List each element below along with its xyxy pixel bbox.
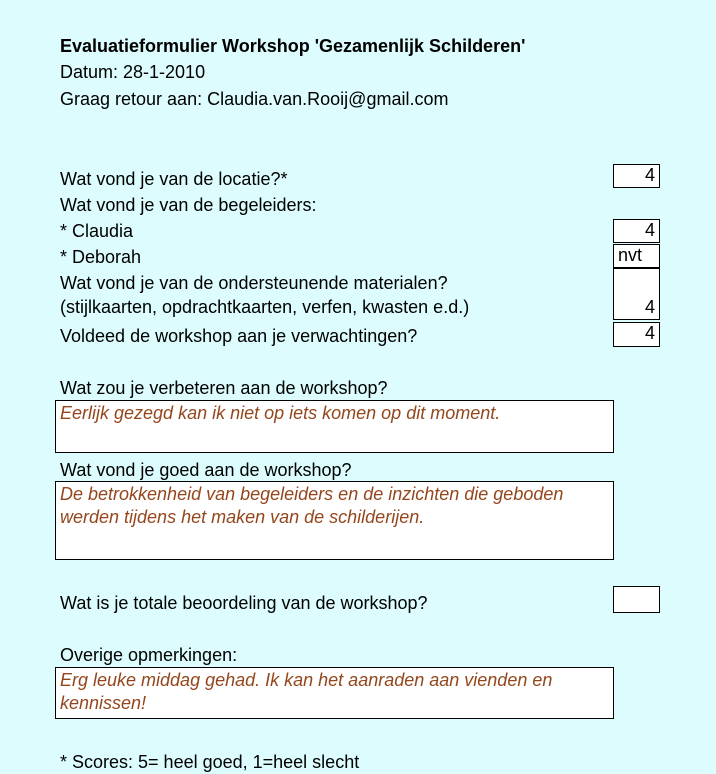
form-date: Datum: 28-1-2010 xyxy=(60,62,206,82)
question-improve: Wat zou je verbeteren aan de workshop? xyxy=(60,378,388,398)
question-expectations: Voldeed de workshop aan je verwachtingen? xyxy=(60,326,418,346)
question-materials-examples: (stijlkaarten, opdrachtkaarten, verfen, kwasten e.d.) xyxy=(60,297,470,317)
question-location: Wat vond je van de locatie?* xyxy=(60,169,288,189)
question-guides: Wat vond je van de begeleiders: xyxy=(60,195,317,215)
label-deborah: * Deborah xyxy=(60,247,142,267)
label-claudia: * Claudia xyxy=(60,221,134,241)
score-deborah-field[interactable]: nvt xyxy=(613,244,660,268)
improve-answer-field[interactable]: Eerlijk gezegd kan ik niet op iets komen op dit moment. xyxy=(55,400,614,453)
good-answer-field[interactable]: De betrokkenheid van begeleiders en de inzichten die geboden werden tijdens het maken van de schilderijen. xyxy=(55,481,614,560)
question-total: Wat is je totale beoordeling van de workshop? xyxy=(60,593,428,613)
question-good: Wat vond je goed aan de workshop? xyxy=(60,460,352,480)
score-claudia-field[interactable]: 4 xyxy=(613,219,660,243)
score-footnote: * Scores: 5= heel goed, 1=heel slecht xyxy=(60,752,360,772)
score-location-field[interactable]: 4 xyxy=(613,164,660,188)
question-remarks: Overige opmerkingen: xyxy=(60,645,238,665)
score-materials-field[interactable]: 4 xyxy=(613,268,660,320)
form-title: Evaluatieformulier Workshop 'Gezamenlijk Schilderen' xyxy=(60,36,526,56)
score-expectations-field[interactable]: 4 xyxy=(613,322,660,347)
remarks-answer-field[interactable]: Erg leuke middag gehad. Ik kan het aanraden aan vienden en kennissen! xyxy=(55,667,614,719)
score-total-field[interactable] xyxy=(613,586,660,613)
return-address: Graag retour aan: Claudia.van.Rooij@gmail.com xyxy=(60,89,449,109)
question-materials: Wat vond je van de ondersteunende materialen? xyxy=(60,273,448,293)
